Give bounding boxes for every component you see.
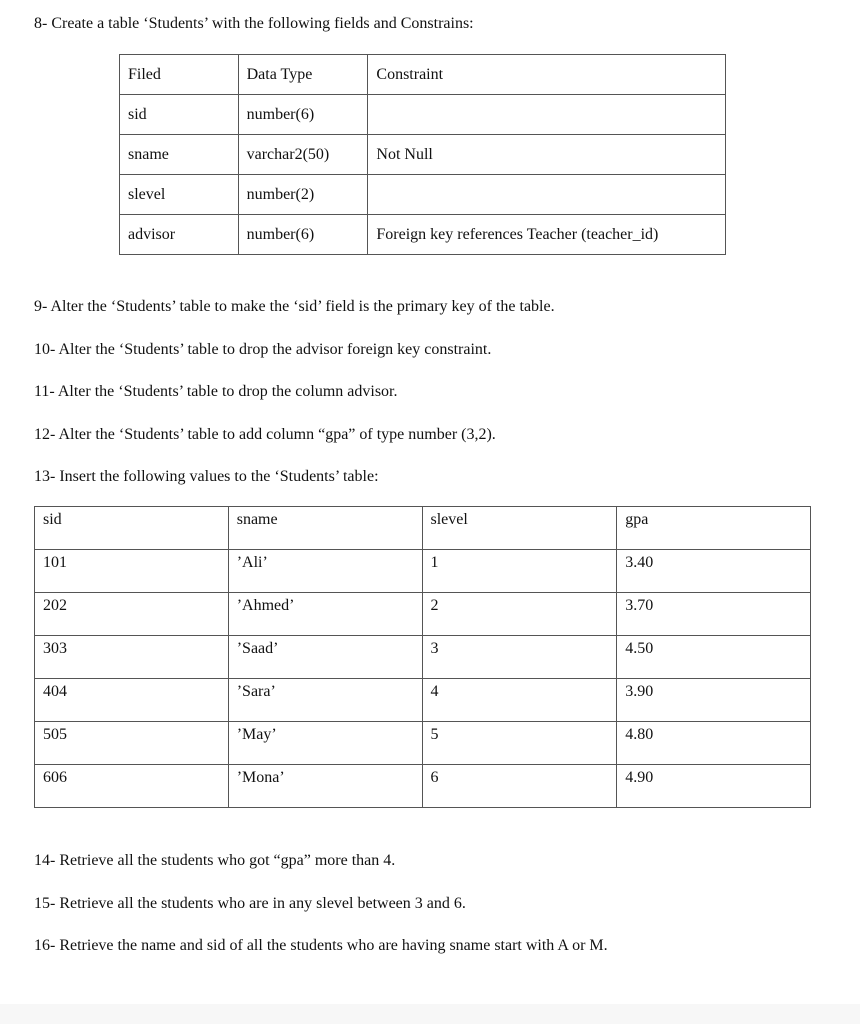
table-row — [120, 135, 726, 175]
header-cell: Constraint — [368, 55, 726, 95]
table-cell: 3.90 — [617, 679, 811, 722]
table-cell: 2 — [422, 593, 617, 636]
table-cell: sname — [120, 135, 239, 175]
header-cell: sname — [228, 507, 422, 550]
header-cell: Filed — [120, 55, 239, 95]
table-cell — [368, 175, 726, 215]
table-cell: 3.70 — [617, 593, 811, 636]
table-cell: ’Ahmed’ — [228, 593, 422, 636]
question-10: 10- Alter the ‘Students’ table to drop the advisor foreign key constraint. — [34, 341, 492, 358]
question-15: 15- Retrieve all the students who are in any slevel between 3 and 6. — [34, 895, 466, 912]
table-cell: 5 — [422, 722, 617, 765]
table-header-row — [35, 507, 811, 550]
table-row — [35, 679, 811, 722]
table-cell: ’Sara’ — [228, 679, 422, 722]
table-cell: ’Ali’ — [228, 550, 422, 593]
table-row — [120, 175, 726, 215]
table-cell: 303 — [35, 636, 229, 679]
table-cell: ’Mona’ — [228, 765, 422, 808]
table-cell: number(2) — [238, 175, 368, 215]
table-cell: slevel — [120, 175, 239, 215]
table-cell: 505 — [35, 722, 229, 765]
table-cell: advisor — [120, 215, 239, 255]
table-cell: Foreign key references Teacher (teacher_id) — [368, 215, 726, 255]
question-8: 8- Create a table ‘Students’ with the following fields and Constrains: — [34, 15, 474, 32]
question-13: 13- Insert the following values to the ‘Students’ table: — [34, 468, 379, 485]
table-cell — [368, 95, 726, 135]
header-cell: Data Type — [238, 55, 368, 95]
table-cell: 404 — [35, 679, 229, 722]
table-cell: number(6) — [238, 95, 368, 135]
table-cell: sid — [120, 95, 239, 135]
question-16: 16- Retrieve the name and sid of all the students who are having sname start with A or M. — [34, 937, 608, 954]
table-header-row — [120, 55, 726, 95]
table-cell: 4.90 — [617, 765, 811, 808]
table-row — [35, 550, 811, 593]
table-cell: 3.40 — [617, 550, 811, 593]
question-14: 14- Retrieve all the students who got “gpa” more than 4. — [34, 852, 396, 869]
table-cell: 202 — [35, 593, 229, 636]
header-cell: gpa — [617, 507, 811, 550]
table-cell: number(6) — [238, 215, 368, 255]
table-cell: 3 — [422, 636, 617, 679]
table-cell: Not Null — [368, 135, 726, 175]
values-table — [34, 506, 811, 808]
table-row — [35, 765, 811, 808]
header-cell: slevel — [422, 507, 617, 550]
table-cell: varchar2(50) — [238, 135, 368, 175]
question-11: 11- Alter the ‘Students’ table to drop the column advisor. — [34, 383, 398, 400]
table-cell: 4.50 — [617, 636, 811, 679]
question-9: 9- Alter the ‘Students’ table to make the ‘sid’ field is the primary key of the table. — [34, 298, 555, 315]
table-cell: 4 — [422, 679, 617, 722]
table-cell: 6 — [422, 765, 617, 808]
table-row — [35, 722, 811, 765]
table-row — [35, 636, 811, 679]
table-cell: 1 — [422, 550, 617, 593]
table-cell: 4.80 — [617, 722, 811, 765]
table-cell: ’May’ — [228, 722, 422, 765]
question-12: 12- Alter the ‘Students’ table to add column “gpa” of type number (3,2). — [34, 426, 496, 443]
table-cell: 101 — [35, 550, 229, 593]
table-cell: ’Saad’ — [228, 636, 422, 679]
table-row — [120, 215, 726, 255]
header-cell: sid — [35, 507, 229, 550]
table-row — [35, 593, 811, 636]
page-bottom-edge — [0, 1004, 860, 1024]
table-cell: 606 — [35, 765, 229, 808]
table-row — [120, 95, 726, 135]
fields-table — [119, 54, 726, 255]
